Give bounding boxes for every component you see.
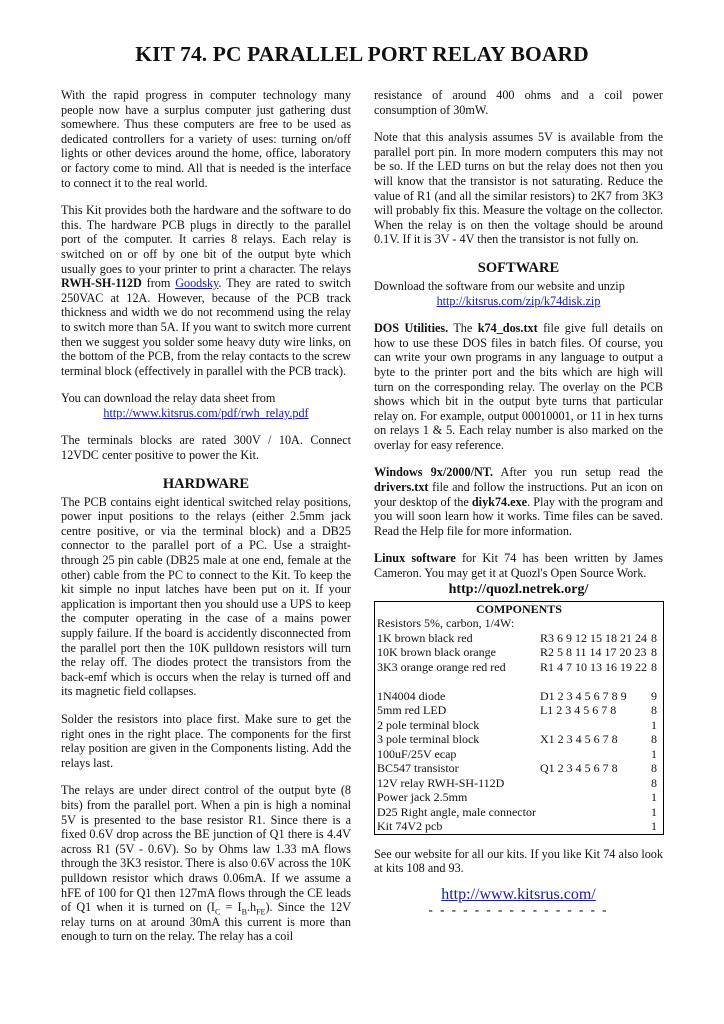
component-row <box>375 689 664 704</box>
closing-paragraph: See our website for all our kits. If you like Kit 74 also look at kits 108 and 93. <box>374 846 663 876</box>
component-qty: 8 <box>650 703 657 718</box>
linux-paragraph <box>374 551 663 580</box>
text-span: . Play with the program and you will soon learn how it works. Time files can be saved. Read the Help file for more information. <box>374 494 664 538</box>
hardware-heading: HARDWARE <box>162 475 250 492</box>
component-name: 5mm red LED <box>377 703 447 718</box>
text-span: Download the software from our website and unzip <box>374 278 625 293</box>
dos-paragraph <box>374 321 663 452</box>
component-qty: 1 <box>650 819 657 834</box>
component-ref: R2 5 8 11 14 17 20 23 <box>539 645 647 660</box>
coil-paragraph: resistance of around 400 ohms and a coil power consumption of 30mW. <box>374 88 663 117</box>
text-span: The <box>448 321 478 336</box>
components-table <box>374 601 664 835</box>
component-ref: R3 6 9 12 15 18 21 24 <box>539 630 647 645</box>
component-qty: 9 <box>650 688 657 703</box>
text-span: file and follow the instructions. Put an icon on your desktop of the <box>374 480 663 509</box>
component-qty: 1 <box>650 717 657 732</box>
components-title-row <box>375 601 664 616</box>
component-ref <box>538 805 649 820</box>
text-span: from <box>141 276 176 291</box>
component-qty: 8 <box>650 761 657 776</box>
component-ref <box>538 819 649 834</box>
datasheet-link-line <box>61 406 351 421</box>
document-title: KIT 74. PC PARALLEL PORT RELAY BOARD <box>135 42 589 66</box>
component-ref <box>538 776 649 791</box>
component-row <box>375 703 664 718</box>
component-qty: 8 <box>650 630 657 645</box>
solder-paragraph: Solder the resistors into place first. Make sure to get the right ones in the right place. The components for the first relay position are given in the Components listing. Add the relays last. <box>61 711 351 770</box>
component-name <box>375 674 538 689</box>
subscript: B <box>241 907 247 917</box>
component-ref: D1 2 3 4 5 6 7 8 9 <box>539 688 627 703</box>
component-qty: 8 <box>650 732 657 747</box>
text-span: You can download the relay data sheet from <box>61 391 276 406</box>
text-span: .h <box>246 900 257 915</box>
component-name: 1K brown black red <box>377 630 473 645</box>
download-paragraph <box>374 279 663 294</box>
component-ref <box>538 790 649 805</box>
subscript: C <box>214 907 221 917</box>
component-name: 10K brown black orange <box>377 645 496 660</box>
dos-filename: k74_dos.txt <box>477 321 538 336</box>
component-name: D25 Right angle, male connector <box>377 804 536 819</box>
components-title: COMPONENTS <box>475 601 562 616</box>
component-row <box>375 805 664 820</box>
left-column <box>61 88 351 957</box>
text-span: . They are rated to switch 250VAC at 12A. However, because of the PCB track thickness and width we do not recommend using the relay to switch more than 5A. If you want to switch more current then we suggest you solder some heavy duty wire links, on the bottom of the PCB, from the relay contacts to the screw terminal block (effectively in parallel with the PCB track). <box>61 276 351 378</box>
goodsky-link[interactable]: Goodsky <box>175 276 219 291</box>
components-subtitle-row <box>375 616 664 631</box>
component-ref: Q1 2 3 4 5 6 7 8 <box>539 761 618 776</box>
component-row <box>375 718 664 733</box>
component-row <box>375 747 664 762</box>
text-span: The relays are under direct control of the output byte (8 bits) from the parallel port. When a pin is high a nominal 5V is presented to the base resistor R1. Since there is a fixed 0.6V drop across the BE junction of Q1 there is 4.4V across R1 (5V - 0.6V). So by Ohms law 1.33 mA flows through the 3K3 resistor. There is also 0.6V across the 10K pulldown resistor which draws 0.06mA. If we assume a hFE of 100 for Q1 then 127mA flows through the CE leads of Q1 when it is turned on (I <box>61 783 351 915</box>
component-name: BC547 transistor <box>377 761 459 776</box>
component-row <box>375 645 664 660</box>
component-name: 3K3 orange orange red red <box>377 659 506 674</box>
component-qty: 8 <box>650 659 657 674</box>
text-span: file give full details on how to use these DOS files in batch files. Of course, you can write your own programs in any language to output a byte to the printer port and the bits which are high will turn on the corresponding relay. The overlay on the PCB shows which bit in the output byte turns that particular relay on. For example, output 00010001, or 11 in hex turns on relays 1 & 5. Each relay number is also marked on the overlay for easy reference. <box>374 321 663 452</box>
components-subtitle: Resistors 5%, carbon, 1/4W: <box>377 616 515 631</box>
software-heading: SOFTWARE <box>477 259 560 276</box>
component-row <box>375 732 664 747</box>
relay-model: RWH-SH-112D <box>61 276 142 291</box>
component-name: 3 pole terminal block <box>377 732 480 747</box>
component-name: 2 pole terminal block <box>377 717 480 732</box>
component-name: Kit 74V2 pcb <box>377 819 443 834</box>
website-link[interactable]: http://www.kitsrus.com/ <box>441 885 596 903</box>
component-name: 12V relay RWH-SH-112D <box>377 775 505 790</box>
terminals-paragraph: The terminals blocks are rated 300V / 10A. Connect 12VDC center positive to power the Kit. <box>61 433 351 463</box>
component-row <box>375 819 664 834</box>
component-qty: 1 <box>650 790 657 805</box>
component-row <box>375 790 664 805</box>
component-qty: 8 <box>650 775 657 790</box>
text-span: This Kit provides both the hardware and the software to do this. The hardware PCB plugs in directly to the parallel port of the computer. It carries 8 relays. Each relay is switched on or off by one bit of the output byte which usually goes to your printer to print a character. The relays <box>61 203 351 276</box>
component-row <box>375 660 664 675</box>
component-row <box>375 674 664 689</box>
component-name: 100uF/25V ecap <box>377 746 457 761</box>
text-span: ). Since the 12V relay turns on at around 30mA this current is more than enough to turn on the relay. The relay has a coil <box>61 900 352 944</box>
linux-label: Linux software <box>374 551 456 566</box>
exe-filename: diyk74.exe <box>471 494 528 509</box>
text-span: After you run setup read the <box>493 465 663 480</box>
datasheet-paragraph <box>61 391 351 406</box>
right-column <box>374 88 663 918</box>
component-qty: 1 <box>650 746 657 761</box>
end-dashes: - - - - - - - - - - - - - - - - <box>428 902 609 918</box>
drivers-filename: drivers.txt <box>374 480 429 495</box>
component-qty: 8 <box>650 645 657 660</box>
component-qty: 1 <box>650 804 657 819</box>
dos-label: DOS Utilities. <box>374 321 449 336</box>
subscript: FE <box>256 907 266 917</box>
component-qty <box>649 674 664 689</box>
component-row <box>375 761 664 776</box>
component-ref <box>538 718 649 733</box>
quozl-url[interactable]: http://quozl.netrek.org/ <box>448 581 589 597</box>
windows-label: Windows 9x/2000/NT. <box>374 465 494 480</box>
download-link-line <box>374 294 663 309</box>
datasheet-link[interactable]: http://www.kitsrus.com/pdf/rwh_relay.pdf <box>103 405 309 420</box>
component-ref <box>538 747 649 762</box>
relay-control-paragraph <box>61 783 351 944</box>
intro-paragraph: With the rapid progress in computer technology many people now have a surplus computer just gathering dust somewhere. Thus these computers are free to be used as dedicated controllers for a variety of uses: turning on/off lights or other devices around the home, office, laboratory or factory come to mind. All that is needed is the interface to connect it to the real world. <box>61 88 351 190</box>
component-row <box>375 631 664 646</box>
component-ref <box>538 674 649 689</box>
analysis-paragraph: Note that this analysis assumes 5V is available from the parallel port pin. In more modern computers this may not be so. If the LED turns on but the relay does not then you will know that the transistor is not saturating. Reduce the value of R1 (and all the similar resistors) to 2K7 from 3K3 will probably fix this. Measure the voltage on the collector. When the relay is on then the voltage should be around 0.1V. If it is 3V - 4V then the transistor is not fully on. <box>374 130 663 247</box>
component-name: 1N4004 diode <box>377 688 446 703</box>
text-span: for Kit 74 has been written by James Cameron. You may get it at Quozl's Open Source Work. <box>374 551 663 581</box>
hardware-paragraph: The PCB contains eight identical switched relay positions, power input positions to the relays (either 2.5mm jack centre positive, or via the terminal block) and a DB25 connector to the parallel port of a PC. Use a straight-through 25 pin cable (DB25 male at one end, female at the other) cable from the PC to connect to the Kit. To keep the kit simple no input latches have been put on it. If your application is important then you should use a UPS to keep the computer operating in the case of a mains power supply failure. If the board is accidently disconnected from the parallel port then the 10K pulldown resistors will turn the relay off. The diodes protect the transistors from the back-emf which is occurs when the relay is turned off and its magnetic field collapses. <box>61 494 351 699</box>
text-span: = I <box>220 900 242 915</box>
component-ref: X1 2 3 4 5 6 7 8 <box>539 732 618 747</box>
software-download-link[interactable]: http://kitsrus.com/zip/k74disk.zip <box>436 293 601 308</box>
component-row <box>375 776 664 791</box>
website-url[interactable] <box>374 885 663 903</box>
component-name: Power jack 2.5mm <box>377 790 468 805</box>
kit-description-paragraph <box>61 203 351 378</box>
component-ref: R1 4 7 10 13 16 19 22 <box>539 659 647 674</box>
component-ref: L1 2 3 4 5 6 7 8 <box>539 703 617 718</box>
windows-paragraph <box>374 465 663 538</box>
